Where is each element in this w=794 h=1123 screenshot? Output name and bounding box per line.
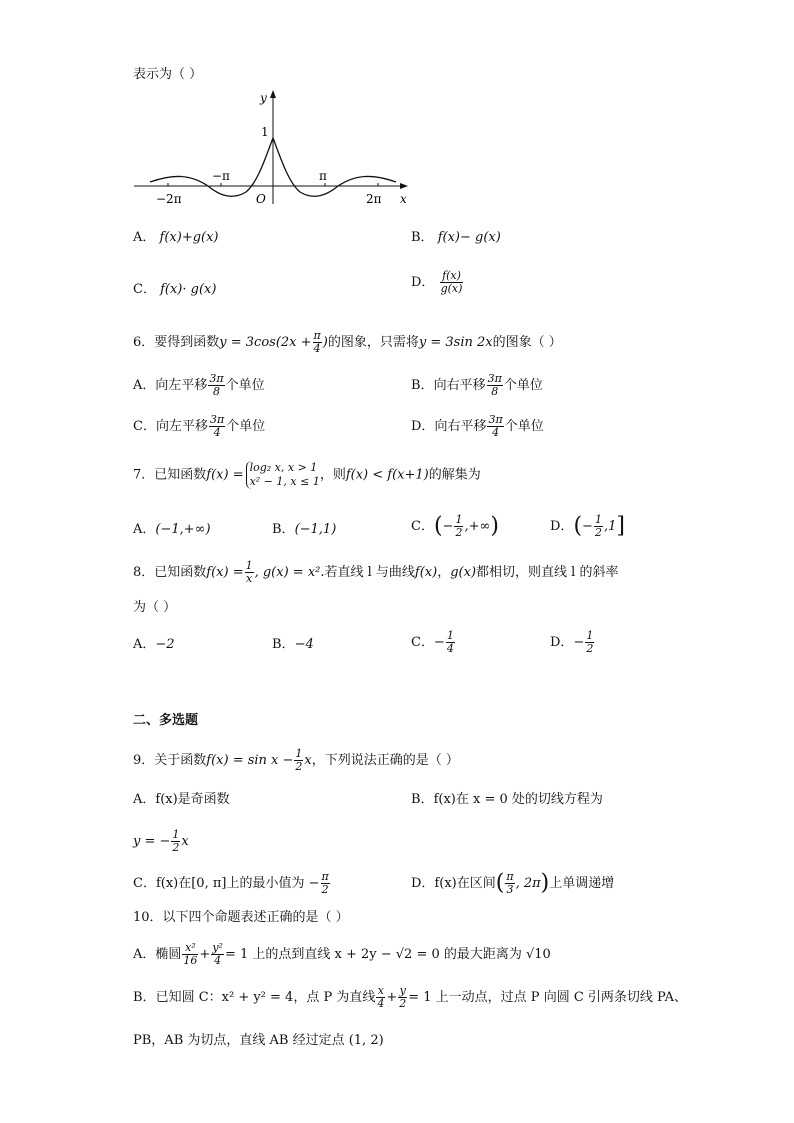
option-label: C． bbox=[133, 282, 156, 297]
q9-stem: 9．关于函数f(x) = sin x − $\frac{1}{2}$ x，下列说法正确的是（ ） bbox=[133, 747, 459, 773]
q6-option-d: D．向右平移 $\frac{3\pi}{4}$ 个单位 bbox=[411, 413, 544, 439]
q7-option-c: C．(− $\frac{1}{2}$ ,+∞) bbox=[411, 513, 499, 539]
q6-option-b: B．向右平移 $\frac{3\pi}{8}$ 个单位 bbox=[411, 372, 543, 398]
section-title: 二、多选题 bbox=[133, 713, 199, 728]
option-fraction: $\frac{f(x)}{g(x)}$ bbox=[440, 269, 463, 295]
option-label: D． bbox=[411, 275, 435, 290]
q5-option-b bbox=[411, 229, 501, 247]
q9-option-a: A．f(x)是奇函数 bbox=[133, 792, 230, 807]
q10-option-a: A．椭圆 $\frac{\text{x²}}{16}$ + $\frac{\text{y²}}{4}$ = 1 上的点到直线 x + 2y − √2 = 0 的最大距离为 √10 bbox=[133, 941, 551, 967]
q8-option-c: C．− $\frac{1}{4}$ bbox=[411, 629, 454, 655]
q7-option-b: B．(−1,1) bbox=[272, 522, 337, 537]
q9-option-c: C．f(x)在[0, π]上的最小值为 − $\frac{\pi}{2}$ bbox=[133, 870, 329, 896]
option-expr: f(x)· g(x) bbox=[160, 282, 217, 297]
q6-stem: 6．要得到函数y = 3cos(2x + $\frac{\pi}{4}$ )的图象，只需将y = 3sin 2x的图象（ ） bbox=[133, 329, 562, 355]
q8-stem: 8．已知函数f(x) = $\frac{1}{x}$ , g(x) = x².若直线 l 与曲线f(x)，g(x)都相切，则直线 l 的斜率 bbox=[133, 559, 619, 585]
q5-option-d bbox=[411, 270, 464, 295]
q8-stem-line2: 为（ ） bbox=[133, 600, 177, 615]
origin-label: O bbox=[256, 192, 266, 206]
q10-option-b-continued: PB，AB 为切点，直线 AB 经过定点 (1, 2) bbox=[133, 1033, 384, 1048]
q8-option-b: B．−4 bbox=[272, 637, 314, 652]
q6-option-c: C．向左平移 $\frac{3\pi}{4}$ 个单位 bbox=[133, 413, 266, 439]
option-label: A． bbox=[133, 230, 156, 245]
x-label-neg-pi: −π bbox=[212, 169, 230, 183]
function-graph bbox=[128, 86, 418, 208]
q7-option-d: D．(− $\frac{1}{2}$ ,1] bbox=[550, 513, 625, 539]
option-expr: f(x)− g(x) bbox=[437, 230, 501, 245]
q9-option-b: B．f(x)在 x = 0 处的切线方程为 bbox=[411, 792, 603, 807]
option-expr: f(x)+g(x) bbox=[159, 230, 219, 245]
x-label-neg-2pi: −2π bbox=[156, 192, 182, 206]
x-label-pi: π bbox=[319, 169, 327, 183]
q6-option-a: A．向左平移 $\frac{3\pi}{8}$ 个单位 bbox=[133, 372, 265, 398]
x-axis-label: x bbox=[400, 192, 407, 206]
q7-stem: 7．已知函数f(x) = log₂ x, x > 1 x² − 1, x ≤ 1 ，则f(x) < f(x+1)的解集为 bbox=[133, 461, 481, 488]
q9-option-b-continued: y = − $\frac{1}{2}$ x bbox=[133, 828, 189, 854]
q10-option-b: B．已知圆 C：x² + y² = 4，点 P 为直线 $\frac{x}{4}$ + $\frac{y}{2}$ = 1 上一动点，过点 P 向圆 C 引两条切线 PA、 bbox=[133, 984, 687, 1010]
option-label: B． bbox=[411, 230, 434, 245]
q8-option-d: D．− $\frac{1}{2}$ bbox=[550, 629, 594, 655]
q5-option-a bbox=[133, 229, 219, 247]
y-axis-label: y bbox=[260, 91, 267, 105]
y-tick-1: 1 bbox=[261, 125, 269, 139]
q5-option-c bbox=[133, 281, 216, 299]
q10-stem: 10．以下四个命题表述正确的是（ ） bbox=[133, 910, 349, 925]
q8-option-a: A．−2 bbox=[133, 637, 175, 652]
q7-option-a: A．(−1,+∞) bbox=[133, 522, 211, 537]
x-label-2pi: 2π bbox=[366, 192, 382, 206]
question-stem-tail: 表示为（ ） bbox=[133, 67, 203, 82]
q9-option-d: D．f(x)在区间( $\frac{\pi}{3}$ , 2π)上单调递增 bbox=[411, 870, 615, 896]
y-axis-arrow bbox=[270, 90, 276, 98]
x-axis-arrow bbox=[400, 183, 408, 189]
